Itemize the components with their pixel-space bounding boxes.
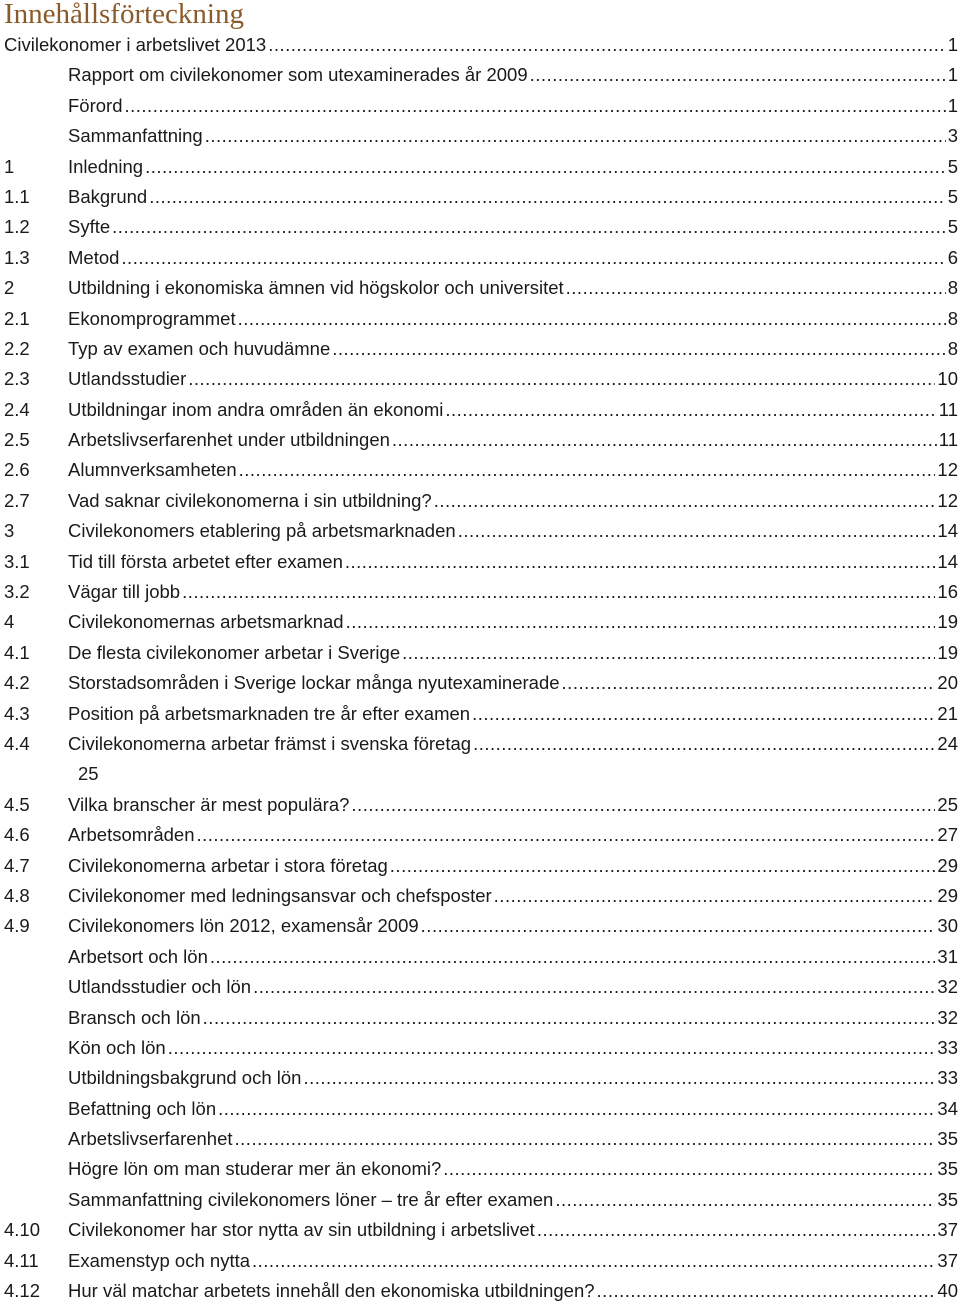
toc-row[interactable] [0,395,960,425]
toc-row[interactable] [0,1215,960,1245]
toc-dot-leader [434,486,936,516]
toc-dot-leader [121,243,945,273]
toc-entry-label: Bransch och lön [68,1003,203,1033]
toc-dot-leader [239,455,936,485]
toc-entry-label: Civilekonomernas arbetsmarknad [68,607,346,637]
toc-row[interactable] [0,1246,960,1276]
toc-entry-link[interactable] [68,364,958,394]
toc-section-number: 2.2 [4,337,30,359]
toc-page-number: 33 [935,1063,958,1093]
toc-row[interactable] [0,1033,960,1063]
toc-row[interactable] [0,638,960,668]
toc-dot-leader [332,334,945,364]
toc-entry-label: Civilekonomers etablering på arbetsmarknaden [68,516,458,546]
toc-row[interactable] [0,91,960,121]
toc-section-number: 4.7 [4,854,30,876]
toc-page-number: 8 [946,273,958,303]
toc-dot-leader [402,638,935,668]
toc-row[interactable] [0,942,960,972]
toc-section-number: 2.3 [4,368,30,390]
toc-dot-leader [346,607,936,637]
toc-row[interactable] [0,152,960,182]
toc-row[interactable] [0,1094,960,1124]
toc-row[interactable] [0,455,960,485]
toc-entry-link[interactable] [68,395,958,425]
toc-entry-link[interactable] [68,638,958,668]
toc-page-number: 5 [946,152,958,182]
toc-entry-label: Civilekonomer i arbetslivet 2013 [4,30,268,60]
toc-row[interactable] [0,425,960,455]
toc-section-number: 1 [4,155,15,177]
toc-entry-link[interactable] [68,547,958,577]
toc-entry-link[interactable] [68,607,958,637]
toc-row[interactable] [0,212,960,242]
toc-page-number: 11 [937,425,958,455]
toc-section-number: 4.4 [4,732,30,754]
toc-dot-leader [555,1185,935,1215]
toc-entry-link[interactable] [68,425,958,455]
toc-page-number: 19 [935,607,958,637]
toc-page-number: 1 [946,30,958,60]
toc-entry-label: Storstadsområden i Sverige lockar många nyutexaminerade [68,668,562,698]
toc-page-number: 12 [935,486,958,516]
toc-page-number: 35 [935,1185,958,1215]
toc-dot-leader [168,1033,936,1063]
toc-section-number: 2.7 [4,489,30,511]
toc-dot-leader [196,820,935,850]
toc-entry-link[interactable] [68,182,958,212]
toc-stray-page-number: 25 [78,763,99,785]
toc-row[interactable] [0,699,960,729]
toc-entry-label: Bakgrund [68,182,149,212]
toc-page-number: 8 [946,304,958,334]
toc-page-number: 1 [946,91,958,121]
toc-row[interactable] [0,1154,960,1184]
toc-dot-leader [530,60,946,90]
toc-section-number: 2.6 [4,459,30,481]
toc-row[interactable] [0,881,960,911]
toc-entry-label: Examenstyp och nytta [68,1246,252,1276]
toc-row[interactable] [0,1124,960,1154]
toc-row[interactable] [0,911,960,941]
toc-entry-label: Position på arbetsmarknaden tre år efter examen [68,699,472,729]
toc-entry-label: Civilekonomers lön 2012, examensår 2009 [68,911,421,941]
toc-section-number: 2.1 [4,307,30,329]
toc-entry-link[interactable] [68,1033,958,1063]
toc-entry-label: Sammanfattning [68,121,205,151]
toc-page-number: 37 [935,1246,958,1276]
toc-row[interactable] [0,547,960,577]
toc-entry-label: Sammanfattning civilekonomers löner – tre år efter examen [68,1185,555,1215]
toc-entry-label: Civilekonomer med ledningsansvar och chefsposter [68,881,494,911]
toc-section-number: 3.2 [4,581,30,603]
page-title: Innehållsförteckning [4,0,244,30]
toc-entry-label: Alumnverksamheten [68,455,239,485]
toc-entry-link[interactable] [68,577,958,607]
toc-row[interactable] [0,243,960,273]
toc-dot-leader [421,911,936,941]
toc-entry-link[interactable] [68,1246,958,1276]
toc-entry-link[interactable] [68,668,958,698]
toc-dot-leader [268,30,945,60]
toc-entry-label: Arbetsområden [68,820,196,850]
toc-section-number: 3 [4,520,15,542]
toc-entry-link[interactable] [68,790,958,820]
toc-entry-link[interactable] [68,1215,958,1245]
toc-section-number: 4.11 [4,1249,39,1271]
toc-dot-leader [253,972,935,1002]
toc-entry-label: Hur väl matchar arbetets innehåll den ekonomiska utbildningen? [68,1276,597,1306]
toc-entry-label: Civilekonomer har stor nytta av sin utbildning i arbetslivet [68,1215,537,1245]
toc-dot-leader [205,121,946,151]
toc-row[interactable] [0,1063,960,1093]
toc-section-number: 4 [4,611,15,633]
toc-page-number: 40 [935,1276,958,1306]
toc-section-number: 4.3 [4,702,30,724]
toc-entry-label: Ekonomprogrammet [68,304,238,334]
toc-dot-leader [472,699,935,729]
toc-section-number: 4.10 [4,1219,41,1241]
toc-section-number: 4.8 [4,884,30,906]
toc-page-number: 14 [935,547,958,577]
toc-row[interactable] [0,1276,960,1306]
toc-section-number: 4.12 [4,1280,41,1302]
toc-row[interactable] [0,820,960,850]
toc-entry-label: Arbetslivserfarenhet under utbildningen [68,425,392,455]
toc-page-number: 25 [935,790,958,820]
toc-page-number: 5 [946,212,958,242]
table-of-contents [0,30,960,1306]
toc-dot-leader [235,1124,936,1154]
toc-entry-link[interactable] [68,243,958,273]
toc-page-number: 16 [935,577,958,607]
toc-row[interactable] [0,1185,960,1215]
toc-entry-link[interactable] [68,729,958,759]
toc-page-number: 5 [946,182,958,212]
toc-entry-label: Metod [68,243,121,273]
toc-entry-link[interactable] [4,30,958,60]
toc-entry-label: Utbildning i ekonomiska ämnen vid högskolor och universitet [68,273,566,303]
toc-entry-link[interactable] [68,1185,958,1215]
toc-entry-label: Utbildningsbakgrund och lön [68,1063,303,1093]
toc-page-number: 29 [935,881,958,911]
toc-entry-link[interactable] [68,91,958,121]
toc-entry-label: Arbetslivserfarenhet [68,1124,235,1154]
toc-page-number: 3 [946,121,958,151]
toc-page-number: 34 [935,1094,958,1124]
toc-entry-link[interactable] [68,152,958,182]
toc-entry-link[interactable] [68,1276,958,1306]
toc-section-number: 1.2 [4,216,30,238]
toc-dot-leader [112,212,946,242]
toc-entry-link[interactable] [68,455,958,485]
toc-page-number: 24 [935,729,958,759]
toc-dot-leader [145,152,946,182]
toc-entry-label: Inledning [68,152,145,182]
toc-entry-link[interactable] [68,699,958,729]
toc-section-number: 4.5 [4,793,30,815]
toc-row[interactable] [0,607,960,637]
toc-entry-label: Typ av examen och huvudämne [68,334,332,364]
toc-section-number: 2 [4,277,15,299]
toc-page-number: 19 [935,638,958,668]
toc-entry-link[interactable] [68,60,958,90]
toc-page-number: 35 [935,1154,958,1184]
toc-row[interactable] [0,729,960,759]
toc-entry-label: Civilekonomerna arbetar i stora företag [68,851,390,881]
toc-entry-label: De flesta civilekonomer arbetar i Sverige [68,638,402,668]
toc-page-number: 33 [935,1033,958,1063]
toc-dot-leader [566,273,946,303]
toc-entry-link[interactable] [68,1094,958,1124]
toc-entry-label: Vilka branscher är mest populära? [68,790,351,820]
toc-page-number: 20 [935,668,958,698]
toc-entry-label: Rapport om civilekonomer som utexaminerades år 2009 [68,60,530,90]
toc-entry-label: Förord [68,91,125,121]
toc-dot-leader [458,516,936,546]
toc-dot-leader [303,1063,935,1093]
toc-row[interactable] [0,516,960,546]
toc-entry-label: Befattning och lön [68,1094,218,1124]
toc-row[interactable] [0,60,960,90]
toc-entry-label: Vad saknar civilekonomerna i sin utbildning? [68,486,434,516]
toc-entry-label: Vägar till jobb [68,577,182,607]
toc-row[interactable] [0,182,960,212]
toc-entry-link[interactable] [68,1154,958,1184]
toc-page-number: 30 [935,911,958,941]
toc-entry-link[interactable] [68,304,958,334]
toc-page-number: 29 [935,851,958,881]
toc-dot-leader [252,1246,935,1276]
toc-page-number: 10 [935,364,958,394]
toc-entry-link[interactable] [68,212,958,242]
toc-row[interactable] [0,1003,960,1033]
toc-dot-leader [537,1215,936,1245]
toc-dot-leader [218,1094,935,1124]
toc-dot-leader [390,851,936,881]
toc-entry-label: Tid till första arbetet efter examen [68,547,345,577]
toc-row[interactable] [0,30,960,60]
toc-entry-link[interactable] [68,121,958,151]
toc-dot-leader [351,790,935,820]
toc-entry-link[interactable] [68,881,958,911]
toc-entry-link[interactable] [68,972,958,1002]
toc-dot-leader [494,881,936,911]
toc-dot-leader [182,577,935,607]
toc-entry-link[interactable] [68,1063,958,1093]
toc-row[interactable] [0,304,960,334]
toc-row[interactable] [0,972,960,1002]
toc-page-number: 1 [946,60,958,90]
toc-entry-link[interactable] [68,486,958,516]
toc-page-number: 31 [935,942,958,972]
toc-entry-link[interactable] [68,334,958,364]
toc-dot-leader [210,942,936,972]
toc-dot-leader [149,182,946,212]
toc-dot-leader [473,729,935,759]
toc-page-number: 14 [935,516,958,546]
toc-dot-leader [392,425,937,455]
toc-dot-leader [125,91,946,121]
toc-entry-link[interactable] [68,516,958,546]
toc-page-number: 11 [937,395,958,425]
toc-entry-link[interactable] [68,1003,958,1033]
toc-entry-link[interactable] [68,1124,958,1154]
toc-row[interactable] [0,577,960,607]
toc-dot-leader [445,395,936,425]
toc-row[interactable] [0,273,960,303]
toc-page-number: 27 [935,820,958,850]
toc-entry-link[interactable] [68,820,958,850]
toc-row[interactable] [0,759,960,789]
toc-row[interactable] [0,790,960,820]
toc-dot-leader [597,1276,936,1306]
toc-page-number: 21 [935,699,958,729]
toc-page-number: 32 [935,972,958,1002]
toc-section-number: 1.1 [4,185,30,207]
toc-entry-label: Arbetsort och lön [68,942,210,972]
toc-row[interactable] [0,121,960,151]
toc-dot-leader [203,1003,936,1033]
toc-entry-label: Utbildningar inom andra områden än ekonomi [68,395,445,425]
toc-entry-link[interactable] [68,273,958,303]
toc-page-number: 12 [935,455,958,485]
toc-section-number: 2.5 [4,429,30,451]
toc-section-number: 4.9 [4,915,30,937]
toc-page-number: 35 [935,1124,958,1154]
toc-section-number: 4.2 [4,672,30,694]
toc-row[interactable] [0,668,960,698]
toc-row[interactable] [0,334,960,364]
toc-row[interactable] [0,486,960,516]
toc-row[interactable] [0,364,960,394]
toc-dot-leader [345,547,936,577]
toc-section-number: 4.6 [4,824,30,846]
toc-entry-label: Syfte [68,212,112,242]
toc-dot-leader [443,1154,935,1184]
toc-row[interactable] [0,851,960,881]
toc-entry-link[interactable] [68,851,958,881]
toc-section-number: 3.1 [4,550,30,572]
toc-page-number: 8 [946,334,958,364]
toc-entry-label: Högre lön om man studerar mer än ekonomi? [68,1154,443,1184]
toc-page-number: 6 [946,243,958,273]
toc-dot-leader [238,304,946,334]
toc-page-number: 37 [935,1215,958,1245]
toc-entry-label: Kön och lön [68,1033,168,1063]
toc-entry-link[interactable] [68,942,958,972]
toc-page-number: 32 [935,1003,958,1033]
toc-section-number: 2.4 [4,398,30,420]
toc-dot-leader [562,668,936,698]
toc-dot-leader [188,364,935,394]
toc-entry-link[interactable] [68,911,958,941]
toc-section-number: 1.3 [4,246,30,268]
toc-entry-label: Utlandsstudier [68,364,188,394]
toc-entry-label: Civilekonomerna arbetar främst i svenska företag [68,729,473,759]
toc-entry-label: Utlandsstudier och lön [68,972,253,1002]
toc-section-number: 4.1 [4,641,30,663]
